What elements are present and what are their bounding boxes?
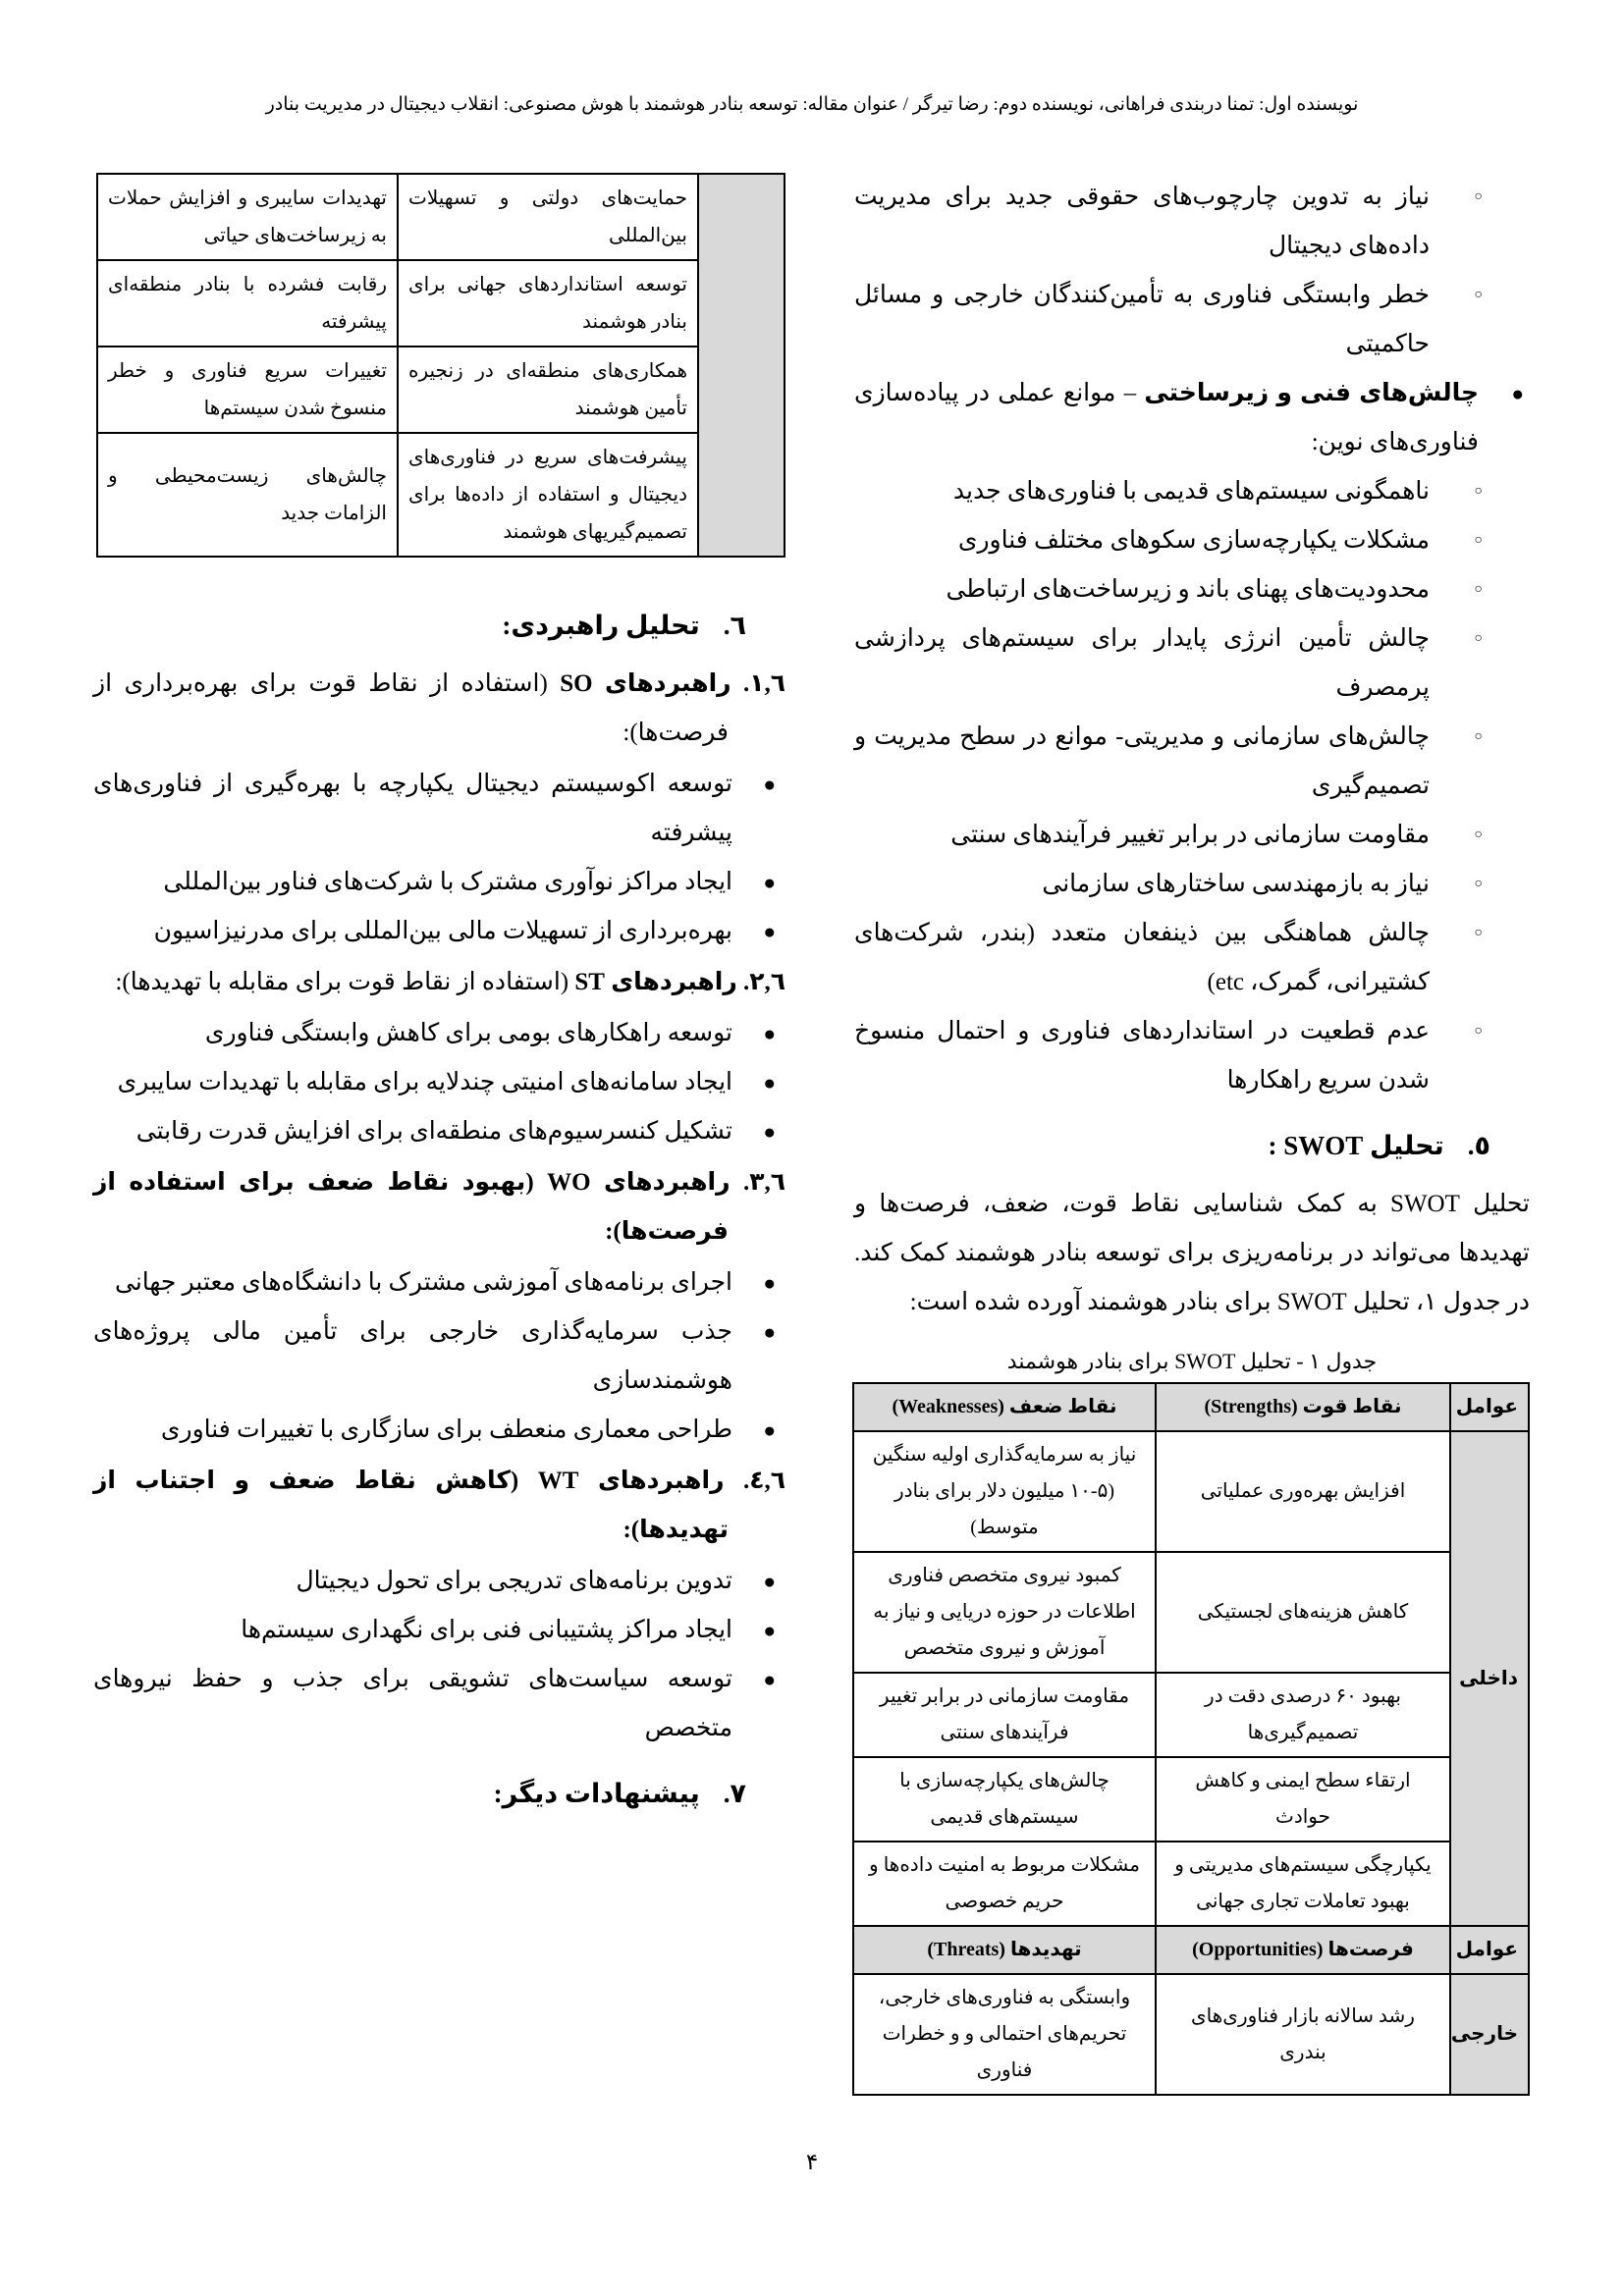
table-row [97, 433, 785, 557]
table-row [97, 174, 785, 260]
subsection-heading-so [93, 660, 785, 758]
list-item [93, 1258, 776, 1308]
column-right [854, 173, 1530, 2096]
list-item-text: عدم قطعیت در استانداردهای فناوری و احتمال منسوخ شدن سریع راهکارها [854, 1018, 1430, 1094]
list-item-rest: – موانع عملی در پیاده‌سازی فناوری‌های نوین: [854, 380, 1479, 455]
list-item-lead: چالش‌های فنی و زیرساختی [1136, 380, 1479, 406]
list-item [854, 909, 1483, 1007]
list-item [93, 1606, 776, 1655]
disc-bullet-icon: ● [763, 773, 776, 796]
circle-bullet-icon: ○ [1474, 1024, 1483, 1039]
list-item [854, 811, 1483, 860]
list-item-text: تشکیل کنسرسیوم‌های منطقه‌ای برای افزایش قدرت رقابتی [135, 1118, 732, 1145]
circle-bullet-icon: ○ [1474, 926, 1483, 940]
strengths-header-cell: نقاط قوت (Strengths) [1156, 1383, 1450, 1431]
list-item-text: خطر وابستگی فناوری به تأمین‌کنندگان خارجی و مسائل حاکمیتی [854, 282, 1430, 357]
list-item [854, 860, 1483, 909]
circle-bullet-icon: ○ [1474, 533, 1483, 548]
internal-factor-cell: داخلی [1450, 1431, 1529, 1926]
list-item-text: محدودیت‌های پهنای باند و زیرساخت‌های ارتباطی [946, 576, 1430, 603]
list-item-text: نیاز به تدوین چارچوب‌های حقوقی جدید برای مدیریت داده‌های دیجیتال [854, 184, 1430, 259]
list-item [93, 1058, 776, 1107]
weakness-cell: کمبود نیروی متخصص فناوری اطلاعات در حوزه دریایی و نیاز به آموزش و نیروی متخصص [853, 1552, 1156, 1673]
list-item-text: مقاومت سازمانی در برابر تغییر فرآیندهای سنتی [950, 822, 1430, 848]
circle-bullet-icon: ○ [1474, 729, 1483, 744]
weakness-cell: مقاومت سازمانی در برابر تغییر فرآیندهای سنتی [853, 1673, 1156, 1757]
disc-bullet-icon: ● [763, 1120, 776, 1144]
table-row [853, 1673, 1529, 1757]
section-heading-suggestions [93, 1769, 785, 1818]
strength-cell: یکپارچگی سیستم‌های مدیریتی و بهبود تعاملات تجاری جهانی [1156, 1842, 1450, 1926]
strength-cell: افزایش بهره‌وری عملیاتی [1156, 1431, 1450, 1552]
swot-table [852, 1382, 1530, 2096]
strength-cell: ارتقاء سطح ایمنی و کاهش حوادث [1156, 1757, 1450, 1842]
subsection-rest: (استفاده از نقاط قوت برای مقابله با تهدیدها): [115, 969, 569, 995]
subsection-lead: راهبردهای WT (کاهش نقاط ضعف و اجتناب از تهدیدها): [93, 1468, 729, 1543]
list-item-text: بهره‌برداری از تسهیلات مالی بین‌المللی برای مدرنیزاسیون [153, 918, 732, 944]
subsection-heading-st [93, 958, 785, 1007]
subsection-number: ٦‏,‏١. [731, 670, 785, 697]
disc-bullet-icon: ● [763, 1619, 776, 1642]
list-item [93, 1557, 776, 1606]
section-title: تحلیل راهبردی: [502, 611, 700, 640]
list-item [854, 173, 1483, 271]
table-row [97, 260, 785, 347]
running-header: نویسنده اول: تمنا دربندی فراهانی، نویسنده دوم: رضا تیرگر / عنوان مقاله: توسعه بنادر هوشمند با هوش مصنوعی: انقلاب دیجیتال در مدیریت بنادر [265, 94, 1359, 115]
table-row [853, 1842, 1529, 1926]
list-item-text: ایجاد مراکز پشتیبانی فنی برای نگهداری سیستم‌ها [241, 1617, 732, 1643]
list-item-text: چالش تأمین انرژی پایدار برای سیستم‌های پردازشی پرمصرف [854, 625, 1430, 701]
section-title: پیشنهادات دیگر: [493, 1779, 700, 1808]
circle-bullet-icon: ○ [1474, 484, 1483, 499]
external-factor-cell: خارجی [1450, 1974, 1529, 2095]
list-item-text: مشکلات یکپارچه‌سازی سکوهای مختلف فناوری [957, 527, 1430, 554]
circle-bullet-icon: ○ [1474, 877, 1483, 891]
disc-bullet-icon: ● [763, 1320, 776, 1344]
list-item [854, 369, 1524, 467]
threats-header-cell: تهدیدها (Threats) [853, 1926, 1156, 1974]
list-item [93, 907, 776, 956]
list-item-text: تدوین برنامه‌های تدریجی برای تحول دیجیتال [296, 1568, 732, 1594]
circle-bullet-icon: ○ [1474, 582, 1483, 597]
factors-header-cell: عوامل [1450, 1383, 1529, 1431]
disc-bullet-icon: ● [763, 1570, 776, 1593]
continued-swot-table [96, 173, 785, 558]
list-item [93, 1308, 776, 1406]
table-row [853, 1552, 1529, 1673]
opportunity-cell: پیشرفت‌های سریع در فناوری‌های دیجیتال و استفاده از داده‌ها برای تصمیم‌گیریهای هوشمند [398, 433, 698, 557]
weaknesses-header-cell: نقاط ضعف (Weaknesses) [853, 1383, 1156, 1431]
table-header-row [853, 1383, 1529, 1431]
list-item [93, 760, 776, 858]
list-item-text: ایجاد مراکز نوآوری مشترک با شرکت‌های فناور بین‌المللی [163, 869, 732, 895]
list-item-text: توسعه سیاست‌های تشویقی برای جذب و حفظ نیروهای متخصص [93, 1666, 732, 1741]
list-item-text: چالش‌های سازمانی و مدیریتی- موانع در سطح مدیریت و تصمیم‌گیری [854, 723, 1430, 799]
list-item-text: توسعه راهکارهای بومی برای کاهش وابستگی فناوری [204, 1020, 732, 1046]
table-row [853, 1431, 1529, 1552]
circle-bullet-icon: ○ [1474, 189, 1483, 204]
list-item [854, 271, 1483, 369]
threat-cell: چالش‌های زیست‌محیطی و الزامات جدید [97, 433, 398, 557]
circle-bullet-icon: ○ [1474, 828, 1483, 842]
strength-cell: بهبود ۶۰ درصدی دقت در تصمیم‌گیری‌ها [1156, 1673, 1450, 1757]
table-caption: جدول ۱ - تحلیل SWOT برای بنادر هوشمند [1006, 1349, 1378, 1373]
section-title: تحلیل SWOT : [1268, 1131, 1444, 1160]
factor-continuation-cell [698, 174, 785, 557]
subsection-number: ٦‏,‏٣. [730, 1169, 785, 1196]
list-item [93, 1655, 776, 1753]
subsection-number: ٦‏,‏٤. [724, 1468, 786, 1494]
list-item-text: اجرای برنامه‌های آموزشی مشترک با دانشگاه‌های معتبر جهانی [115, 1269, 732, 1296]
subsection-lead: راهبردهای SO [547, 670, 731, 697]
list-item-text: ایجاد سامانه‌های امنیتی چندلایه برای مقابله با تهدیدات سایبری [117, 1069, 732, 1095]
subsection-number: ٦‏,‏٢. [736, 969, 785, 995]
disc-bullet-icon: ● [763, 1071, 776, 1095]
disc-bullet-icon: ● [1511, 382, 1524, 405]
list-item [93, 1009, 776, 1058]
list-item-text [854, 369, 1479, 467]
disc-bullet-icon: ● [763, 1022, 776, 1045]
table-row [97, 347, 785, 433]
opportunity-cell: توسعه استانداردهای جهانی برای بنادر هوشمند [398, 260, 698, 347]
list-item [854, 614, 1483, 713]
opportunity-cell: رشد سالانه بازار فناوری‌های بندری [1156, 1974, 1450, 2095]
subsection-rest: (استفاده از نقاط قوت برای بهره‌برداری از فرصت‌ها): [93, 670, 729, 746]
opportunity-cell: حمایت‌های دولتی و تسهیلات بین‌المللی [398, 174, 698, 260]
page-number: ۴ [805, 2150, 819, 2174]
circle-bullet-icon: ○ [1474, 631, 1483, 646]
disc-bullet-icon: ● [763, 1668, 776, 1691]
disc-bullet-icon: ● [763, 1271, 776, 1295]
subsection-lead: راهبردهای WO (بهبود نقاط ضعف برای استفاده از فرصت‌ها): [93, 1169, 731, 1245]
swot-intro-paragraph: تحلیل SWOT به کمک شناسایی نقاط قوت، ضعف، فرصت‌ها و تهدیدها می‌تواند در برنامه‌ریزی برای توسعه بنادر هوشمند کمک کند. در جدول ۱، تحلیل SWOT برای بنادر هوشمند آورده شده است: [854, 1191, 1530, 1315]
list-item [854, 713, 1483, 811]
list-item-text: جذب سرمایه‌گذاری خارجی برای تأمین مالی پروژه‌های هوشمندسازی [93, 1318, 732, 1394]
subsection-heading-wt [93, 1457, 785, 1555]
section-number: ٦. [723, 611, 746, 640]
disc-bullet-icon: ● [763, 1418, 776, 1442]
list-item [854, 565, 1483, 614]
strength-cell: کاهش هزینه‌های لجستیکی [1156, 1552, 1450, 1673]
subsection-lead: راهبردهای ST [568, 969, 737, 995]
opportunities-header-cell: فرصت‌ها (Opportunities) [1156, 1926, 1450, 1974]
weakness-cell: نیاز به سرمایه‌گذاری اولیه سنگین (۵-۱۰ میلیون دلار برای بنادر متوسط) [853, 1431, 1156, 1552]
list-item [93, 1107, 776, 1156]
section-heading-strategy [93, 601, 785, 650]
threat-cell: تغییرات سریع فناوری و خطر منسوخ شدن سیستم‌ها [97, 347, 398, 433]
list-item [854, 467, 1483, 516]
disc-bullet-icon: ● [763, 871, 776, 894]
threat-cell: تهدیدات سایبری و افزایش حملات به زیرساخت‌های حیاتی [97, 174, 398, 260]
list-item-text: توسعه اکوسیستم دیجیتال یکپارچه با بهره‌گیری از فناوری‌های پیشرفته [93, 771, 732, 846]
list-item [93, 858, 776, 907]
list-item-text: چالش هماهنگی بین ذینفعان متعدد (بندر، شرکت‌های کشتیرانی، گمرک، etc) [854, 920, 1430, 995]
table-row [853, 1974, 1529, 2095]
section-heading-swot [854, 1121, 1530, 1170]
list-item [854, 516, 1483, 565]
weakness-cell: چالش‌های یکپارچه‌سازی با سیستم‌های قدیمی [853, 1757, 1156, 1842]
threat-cell: رقابت فشرده با بنادر منطقه‌ای پیشرفته [97, 260, 398, 347]
list-item-text: نیاز به بازمهندسی ساختارهای سازمانی [1042, 871, 1430, 897]
weakness-cell: مشکلات مربوط به امنیت داده‌ها و حریم خصوصی [853, 1842, 1156, 1926]
list-item-text: ناهمگونی سیستم‌های قدیمی با فناوری‌های جدید [952, 478, 1430, 505]
table-row [853, 1757, 1529, 1842]
column-left [93, 173, 785, 1828]
section-number: ٥. [1467, 1131, 1490, 1160]
threat-cell: وابستگی به فناوری‌های خارجی، تحریم‌های احتمالی و و خطرات فناوری [853, 1974, 1156, 2095]
opportunity-cell: همکاری‌های منطقه‌ای در زنجیره تأمین هوشمند [398, 347, 698, 433]
list-item [854, 1007, 1483, 1105]
circle-bullet-icon: ○ [1474, 288, 1483, 302]
table-header-row [853, 1926, 1529, 1974]
disc-bullet-icon: ● [763, 920, 776, 943]
section-number: ٧. [723, 1779, 746, 1808]
factors-header-cell: عوامل [1450, 1926, 1529, 1974]
subsection-heading-wo [93, 1158, 785, 1256]
list-item [93, 1406, 776, 1455]
list-item-text: طراحی معماری منعطف برای سازگاری با تغییرات فناوری [160, 1416, 732, 1443]
